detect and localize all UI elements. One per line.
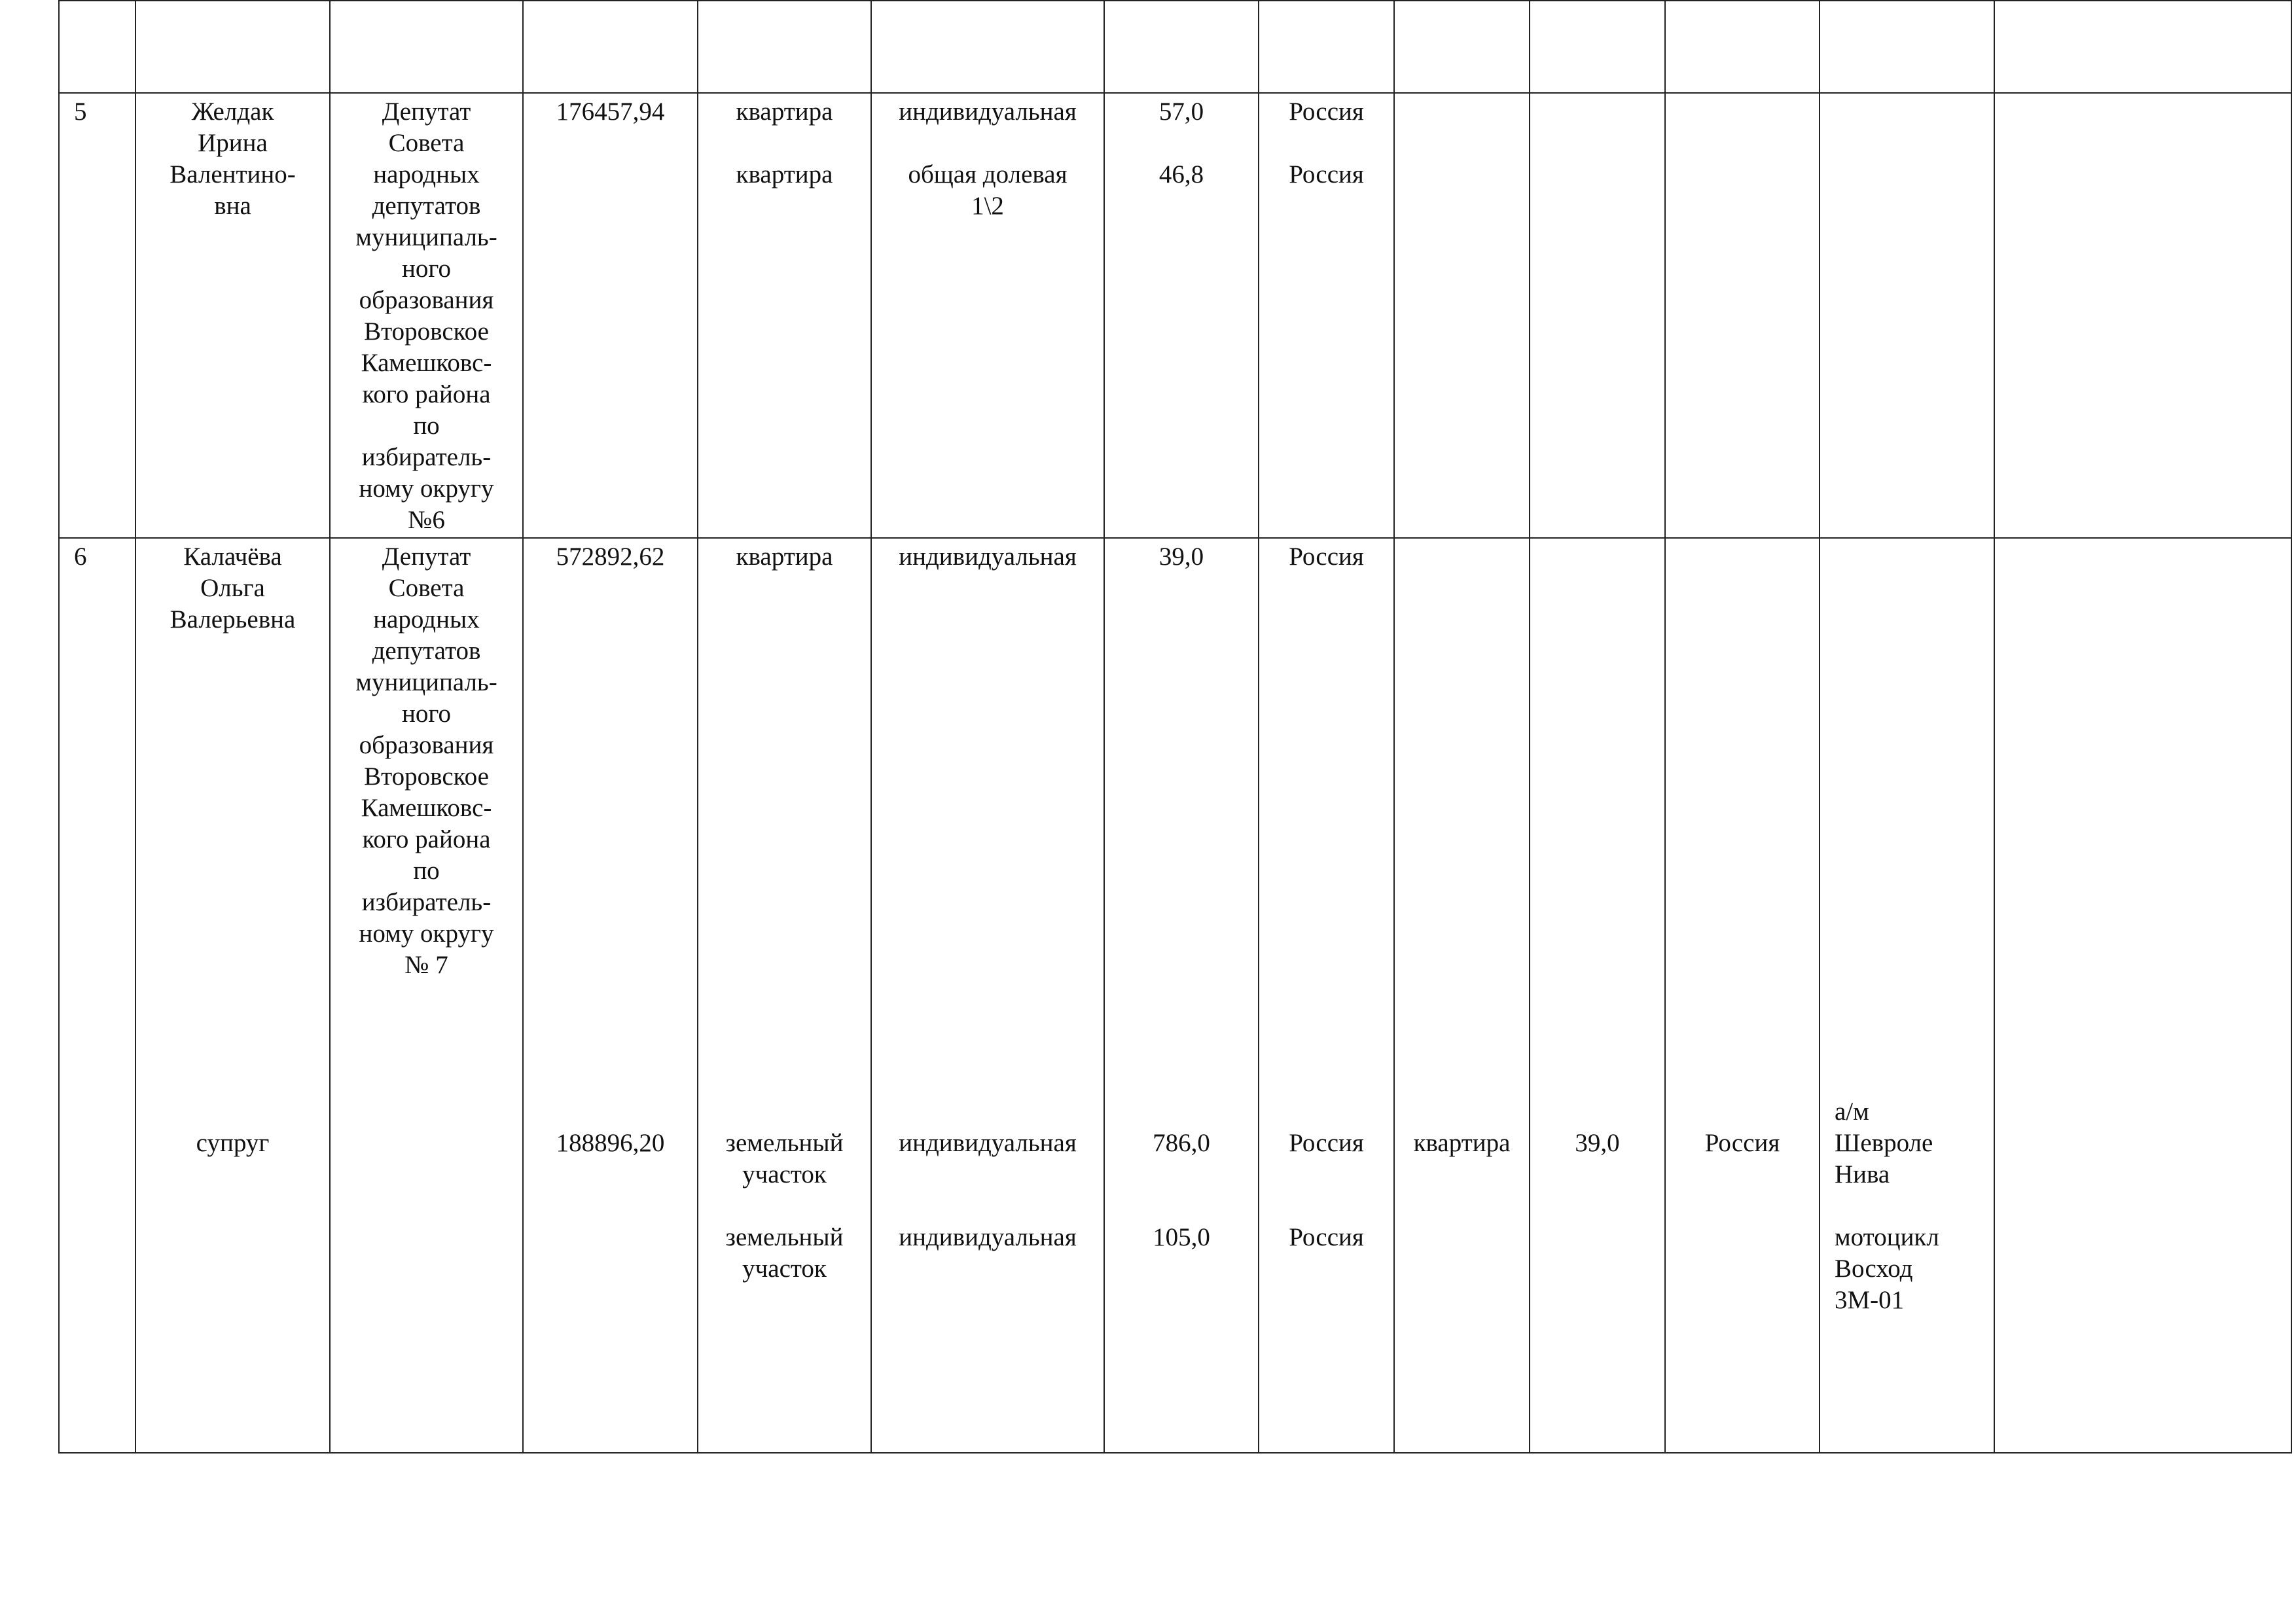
area-value: 46,8 [1158, 160, 1204, 188]
spacer [1835, 1190, 1994, 1222]
used-property-type-cell [1394, 538, 1530, 1453]
empty-cell [1665, 1, 1820, 93]
ownership-cell [871, 93, 1104, 538]
used-area-cell [1530, 93, 1665, 538]
position-line: по [413, 857, 440, 885]
position-line: № 7 [404, 951, 448, 979]
country-value: Россия [1289, 160, 1364, 188]
spacer [1530, 541, 1664, 1128]
property-type-cell [698, 93, 871, 538]
empty-cell [871, 1, 1104, 93]
ownership-type: индивидуальная [899, 98, 1077, 126]
property-type: квартира [736, 543, 833, 571]
position-line: по [413, 412, 440, 440]
position-line: Второвское [364, 317, 489, 346]
empty-cell [698, 1, 871, 93]
empty-cell [1104, 1, 1259, 93]
vehicle-line: 3М-01 [1835, 1286, 1905, 1314]
table-row [59, 538, 2291, 1453]
vehicle-line: Восход [1835, 1255, 1913, 1283]
ownership-share: 1\2 [971, 192, 1004, 220]
name-line: Желдак [191, 98, 274, 126]
empty-cell [1530, 1, 1665, 93]
empty-cell [1259, 1, 1394, 93]
spacer [1666, 541, 1819, 1128]
name-line: Валентино- [170, 160, 296, 188]
position-line: №6 [408, 506, 445, 534]
position-line: народных [373, 160, 480, 188]
position-line: кого района [362, 825, 491, 853]
empty-cell [135, 1, 330, 93]
country-cell [1259, 538, 1394, 1453]
area-value: 57,0 [1158, 98, 1204, 126]
used-property-type-cell [1394, 93, 1530, 538]
empty-cell [523, 1, 698, 93]
used-country-cell [1665, 93, 1820, 538]
used-area-cell [1530, 538, 1665, 1453]
ownership-type: индивидуальная [899, 543, 1077, 571]
used-country-value: Россия [1704, 1129, 1780, 1157]
position-cell [330, 93, 523, 538]
position-line: Депутат [382, 98, 471, 126]
spacer [698, 128, 870, 159]
position-line: Второвское [364, 762, 489, 791]
name-line: Ольга [200, 574, 265, 602]
position-line: ному округу [359, 919, 494, 948]
country-cell [1259, 93, 1394, 538]
position-line: ного [402, 700, 451, 728]
country-value: Россия [1289, 1129, 1364, 1157]
table-row [59, 93, 2291, 538]
spacer [136, 635, 329, 1128]
name-cell [135, 93, 330, 538]
property-type: участок [742, 1255, 827, 1283]
position-line: образования [359, 731, 494, 759]
name-line: Валерьевна [170, 605, 296, 633]
spouse-income-value: 188896,20 [556, 1129, 665, 1157]
position-line: депутатов [372, 192, 481, 220]
empty-cell [1394, 1, 1530, 93]
position-line: муниципаль- [355, 668, 497, 696]
spacer [1259, 573, 1393, 1128]
ownership-cell [871, 538, 1104, 1453]
empty-cell [330, 1, 523, 93]
spacer [1259, 128, 1393, 159]
position-line: Совета [388, 129, 465, 157]
spacer [1105, 128, 1258, 159]
position-line: ному округу [359, 474, 494, 503]
spacer [698, 573, 870, 1128]
spacer [872, 1159, 1103, 1222]
name-cell [135, 538, 330, 1453]
position-line: муниципаль- [355, 223, 497, 251]
row-number-text: 5 [74, 98, 87, 126]
position-line: Камешковс- [361, 349, 492, 377]
position-line: Совета [388, 574, 465, 602]
relation-label: супруг [196, 1129, 270, 1157]
position-line: народных [373, 605, 480, 633]
spacer [1105, 573, 1258, 1128]
area-cell [1104, 538, 1259, 1453]
spacer [698, 1190, 870, 1222]
spacer [524, 573, 697, 1128]
area-value: 786,0 [1153, 1129, 1210, 1157]
area-value: 105,0 [1153, 1223, 1210, 1251]
income-value: 572892,62 [556, 543, 665, 571]
row-number [59, 93, 135, 538]
position-line: депутатов [372, 637, 481, 665]
position-line: Камешковс- [361, 794, 492, 822]
used-property-type: квартира [1413, 1129, 1511, 1157]
name-line: Ирина [198, 129, 268, 157]
vehicle-line: а/м [1835, 1097, 1869, 1126]
spacer [1395, 541, 1529, 1128]
area-value: 39,0 [1158, 543, 1204, 571]
notes-cell [1994, 93, 2291, 538]
vehicle-line: Нива [1835, 1160, 1890, 1188]
spacer [872, 128, 1103, 159]
ownership-type: индивидуальная [899, 1129, 1077, 1157]
property-type: земельный [725, 1129, 844, 1157]
empty-cell [59, 1, 135, 93]
spacer [1835, 541, 1994, 1096]
property-type: квартира [736, 160, 833, 188]
area-cell [1104, 93, 1259, 538]
used-country-cell [1665, 538, 1820, 1453]
position-line: избиратель- [361, 888, 492, 916]
income-cell [523, 538, 698, 1453]
property-type: участок [742, 1160, 827, 1188]
property-type: земельный [725, 1223, 844, 1251]
ownership-type: индивидуальная [899, 1223, 1077, 1251]
position-line: ного [402, 255, 451, 283]
ownership-type: общая долевая [908, 160, 1067, 188]
vehicle-line: Шевроле [1835, 1129, 1933, 1157]
position-line: образования [359, 286, 494, 314]
spacer [1259, 1159, 1393, 1222]
notes-cell [1994, 538, 2291, 1453]
country-value: Россия [1289, 1223, 1364, 1251]
country-value: Россия [1289, 543, 1364, 571]
spacer [1105, 1159, 1258, 1222]
position-cell [330, 538, 523, 1453]
spacer [872, 573, 1103, 1128]
position-line: кого района [362, 380, 491, 408]
used-area-value: 39,0 [1575, 1129, 1620, 1157]
vehicles-cell [1820, 93, 1994, 538]
header-row-empty [59, 1, 2291, 93]
property-type: квартира [736, 98, 833, 126]
empty-cell [1994, 1, 2291, 93]
income-cell [523, 93, 698, 538]
income-declaration-table [58, 0, 2292, 1454]
name-line: Калачёва [183, 543, 282, 571]
position-line: избиратель- [361, 443, 492, 471]
empty-cell [1820, 1, 1994, 93]
income-value: 176457,94 [556, 98, 665, 126]
vehicles-cell [1820, 538, 1994, 1453]
country-value: Россия [1289, 98, 1364, 126]
position-line: Депутат [382, 543, 471, 571]
name-line: вна [214, 192, 251, 220]
row-number [59, 538, 135, 1453]
row-number-text: 6 [74, 543, 87, 571]
property-type-cell [698, 538, 871, 1453]
vehicle-line: мотоцикл [1835, 1223, 1939, 1251]
